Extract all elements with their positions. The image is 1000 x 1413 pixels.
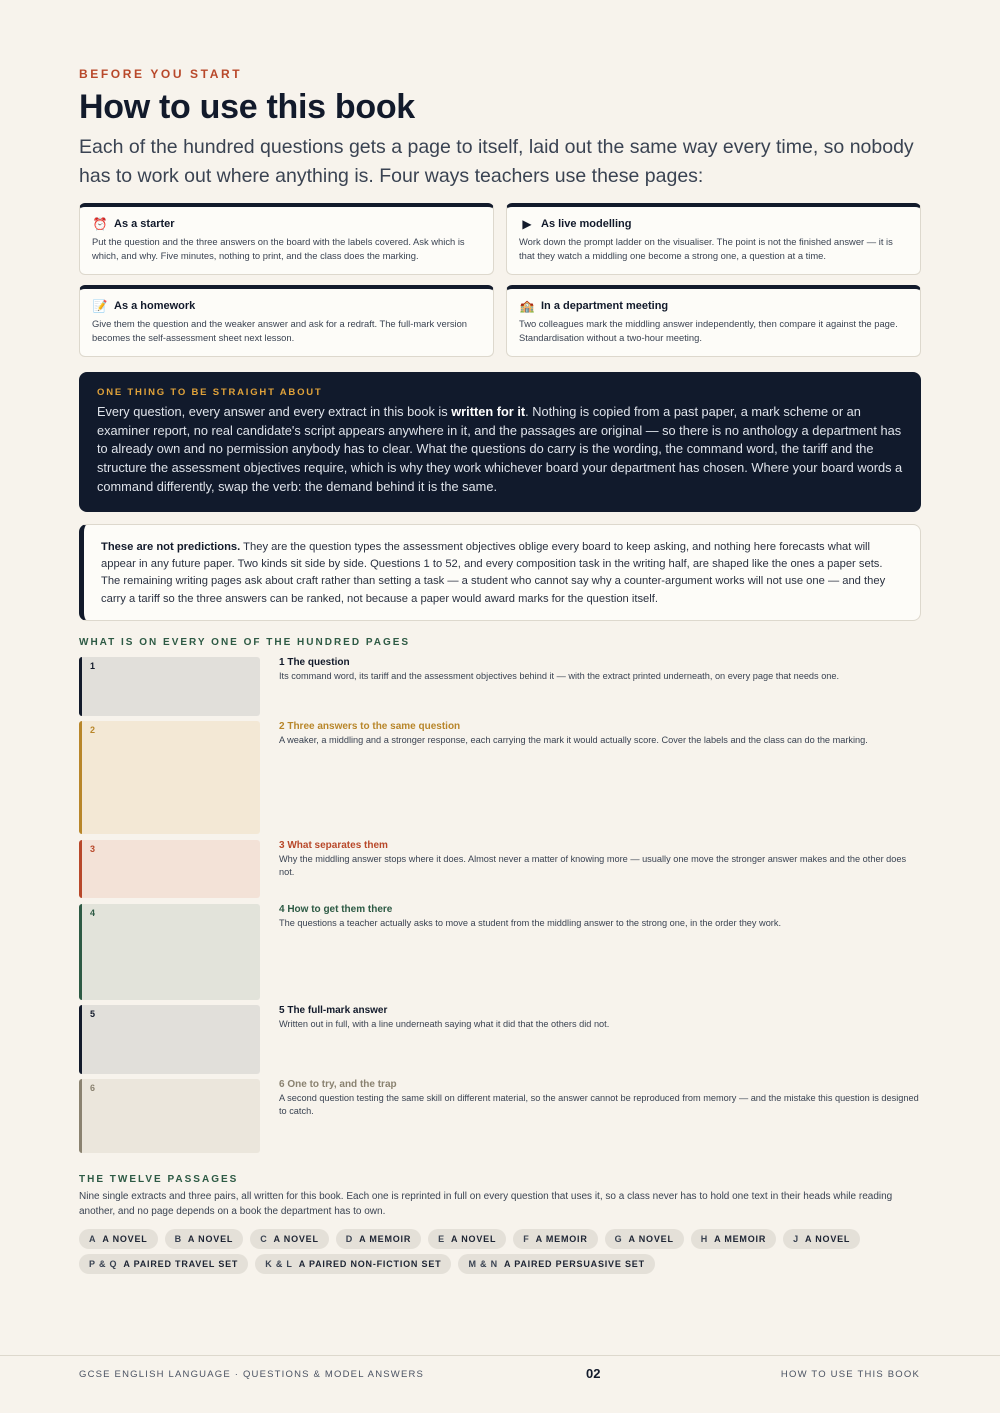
intro-text: Each of the hundred questions gets a page to itself, laid out the same way every time, so nobody has to work out where anything is. Four ways teachers use these pages: [79, 136, 914, 187]
structure-desc: The questions a teacher actually asks to move a student from the middling answer to the strong one, in the order they work. [279, 918, 782, 928]
structure-title: 2 Three answers to the same question [279, 721, 461, 732]
passage-pill: D A MEMOIR [336, 1229, 421, 1249]
structure-title: 1 The question [279, 657, 350, 668]
alarm-clock-icon: ⏰ [92, 217, 108, 231]
page-title: How to use this book [79, 88, 415, 126]
structure-title: 4 How to get them there [279, 904, 393, 915]
passage-pill: F A MEMOIR [513, 1229, 597, 1249]
page-number: 02 [586, 1366, 601, 1381]
passages-intro: Nine single extracts and three pairs, all written for this book. Each one is reprinted in full on every question that uses it, so a class never has to hold one text in their heads while reading another, and no page depends on a book the department has to own. [79, 1191, 893, 1217]
card-title: In a department meeting [541, 300, 669, 312]
structure-title: 5 The full-mark answer [279, 1005, 388, 1016]
passage-pill: E A NOVEL [428, 1229, 506, 1249]
card-body: Two colleagues mark the middling answer independently, then compare it against the page. Standardisation without a two-hour meeting. [519, 318, 898, 343]
card-title: As live modelling [541, 218, 632, 230]
play-icon: ▶ [522, 217, 532, 231]
structure-box: 2 [79, 721, 260, 834]
passage-pill: P & Q A PAIRED TRAVEL SET [79, 1254, 248, 1274]
structure-title: 6 One to try, and the trap [279, 1079, 397, 1090]
passage-pills-row-1 [79, 1229, 860, 1249]
not-predictions-note [79, 524, 921, 621]
card-title: As a starter [114, 218, 175, 230]
passage-pill: M & N A PAIRED PERSUASIVE SET [458, 1254, 654, 1274]
structure-desc: Its command word, its tariff and the assessment objectives behind it — with the extract printed underneath, on every page that needs one. [279, 671, 840, 681]
use-card-starter [79, 203, 494, 275]
structure-title: 3 What separates them [279, 840, 388, 851]
panel-label: ONE THING TO BE STRAIGHT ABOUT [97, 387, 323, 398]
structure-box: 5 [79, 1005, 260, 1074]
structure-label: WHAT IS ON EVERY ONE OF THE HUNDRED PAGES [79, 637, 411, 648]
footer-book-title: GCSE ENGLISH LANGUAGE · QUESTIONS & MODEL ANSWERS [79, 1369, 425, 1380]
use-card-homework [79, 285, 494, 357]
structure-desc: A weaker, a middling and a stronger response, each carrying the mark it would actually score. Cover the labels and the class can do the marking. [279, 735, 868, 745]
passages-label: THE TWELVE PASSAGES [79, 1174, 239, 1185]
passage-pill: K & L A PAIRED NON-FICTION SET [255, 1254, 451, 1274]
passage-pill: J A NOVEL [783, 1229, 860, 1249]
card-title: As a homework [114, 300, 196, 312]
note-text: These are not predictions. They are the question types the assessment objectives oblige every board to keep asking, and nothing here forecasts what will appear in any future paper. Two kinds sit side by side. Questions 1 to 52, and every composition task in the writing half, are shaped like the ones a paper sets. The remaining writing pages ask about craft rather than setting a task — a student who cannot say why a counter-argument works will not use one — and they carry a tariff so the three answers can be ranked, not because a paper would award marks for the question itself. [101, 541, 886, 605]
footer-divider [0, 1355, 1000, 1356]
structure-desc: A second question testing the same skill on different material, so the answer cannot be reproduced from memory — and the mistake this question is designed to catch. [279, 1093, 919, 1116]
panel-text: Every question, every answer and every extract in this book is written for it. Nothing is copied from a past paper, a mark scheme or an examiner report, no real candidate's script appears anywhere in it, and the passages are original — so there is no anthology a department has to already own and no permission anybody has to clear. What the questions do carry is the wording, the command word, the tariff and the structure the assessment objectives require, which is why they work whichever board your department has chosen. Where your board words a command differently, swap the verb: the demand behind it is the same. [97, 404, 903, 494]
memo-icon: 📝 [92, 299, 108, 313]
structure-box: 6 [79, 1079, 260, 1153]
passage-pill: C A NOVEL [250, 1229, 329, 1249]
structure-box: 3 [79, 840, 260, 898]
use-card-department-meeting [506, 285, 921, 357]
passage-pill: A A NOVEL [79, 1229, 158, 1249]
structure-desc: Written out in full, with a line underneath saying what it did that the others did not. [279, 1019, 610, 1029]
card-body: Give them the question and the weaker answer and ask for a redraft. The full-mark version becomes the self-assessment sheet next lesson. [92, 318, 468, 343]
card-body: Put the question and the three answers on the board with the labels covered. Ask which is which, and why. Five minutes, nothing to print, and the class does the marking. [92, 236, 465, 261]
footer-section-title: HOW TO USE THIS BOOK [780, 1369, 920, 1380]
card-body: Work down the prompt ladder on the visualiser. The point is not the finished answer — it is that they watch a middling one become a strong one, a question at a time. [519, 236, 893, 261]
structure-desc: Why the middling answer stops where it does. Almost never a matter of knowing more — usually one move the stronger answer makes and the other does not. [279, 854, 907, 877]
straight-about-panel [79, 372, 921, 512]
structure-box: 1 [79, 657, 260, 716]
eyebrow: BEFORE YOU START [79, 67, 243, 81]
passage-pill: B A NOVEL [165, 1229, 244, 1249]
passage-pill: H A MEMOIR [691, 1229, 776, 1249]
use-card-live-modelling [506, 203, 921, 275]
structure-box: 4 [79, 904, 260, 1000]
passage-pills-row-2 [79, 1254, 655, 1274]
passage-pill: G A NOVEL [605, 1229, 684, 1249]
school-icon: 🏫 [519, 299, 535, 313]
